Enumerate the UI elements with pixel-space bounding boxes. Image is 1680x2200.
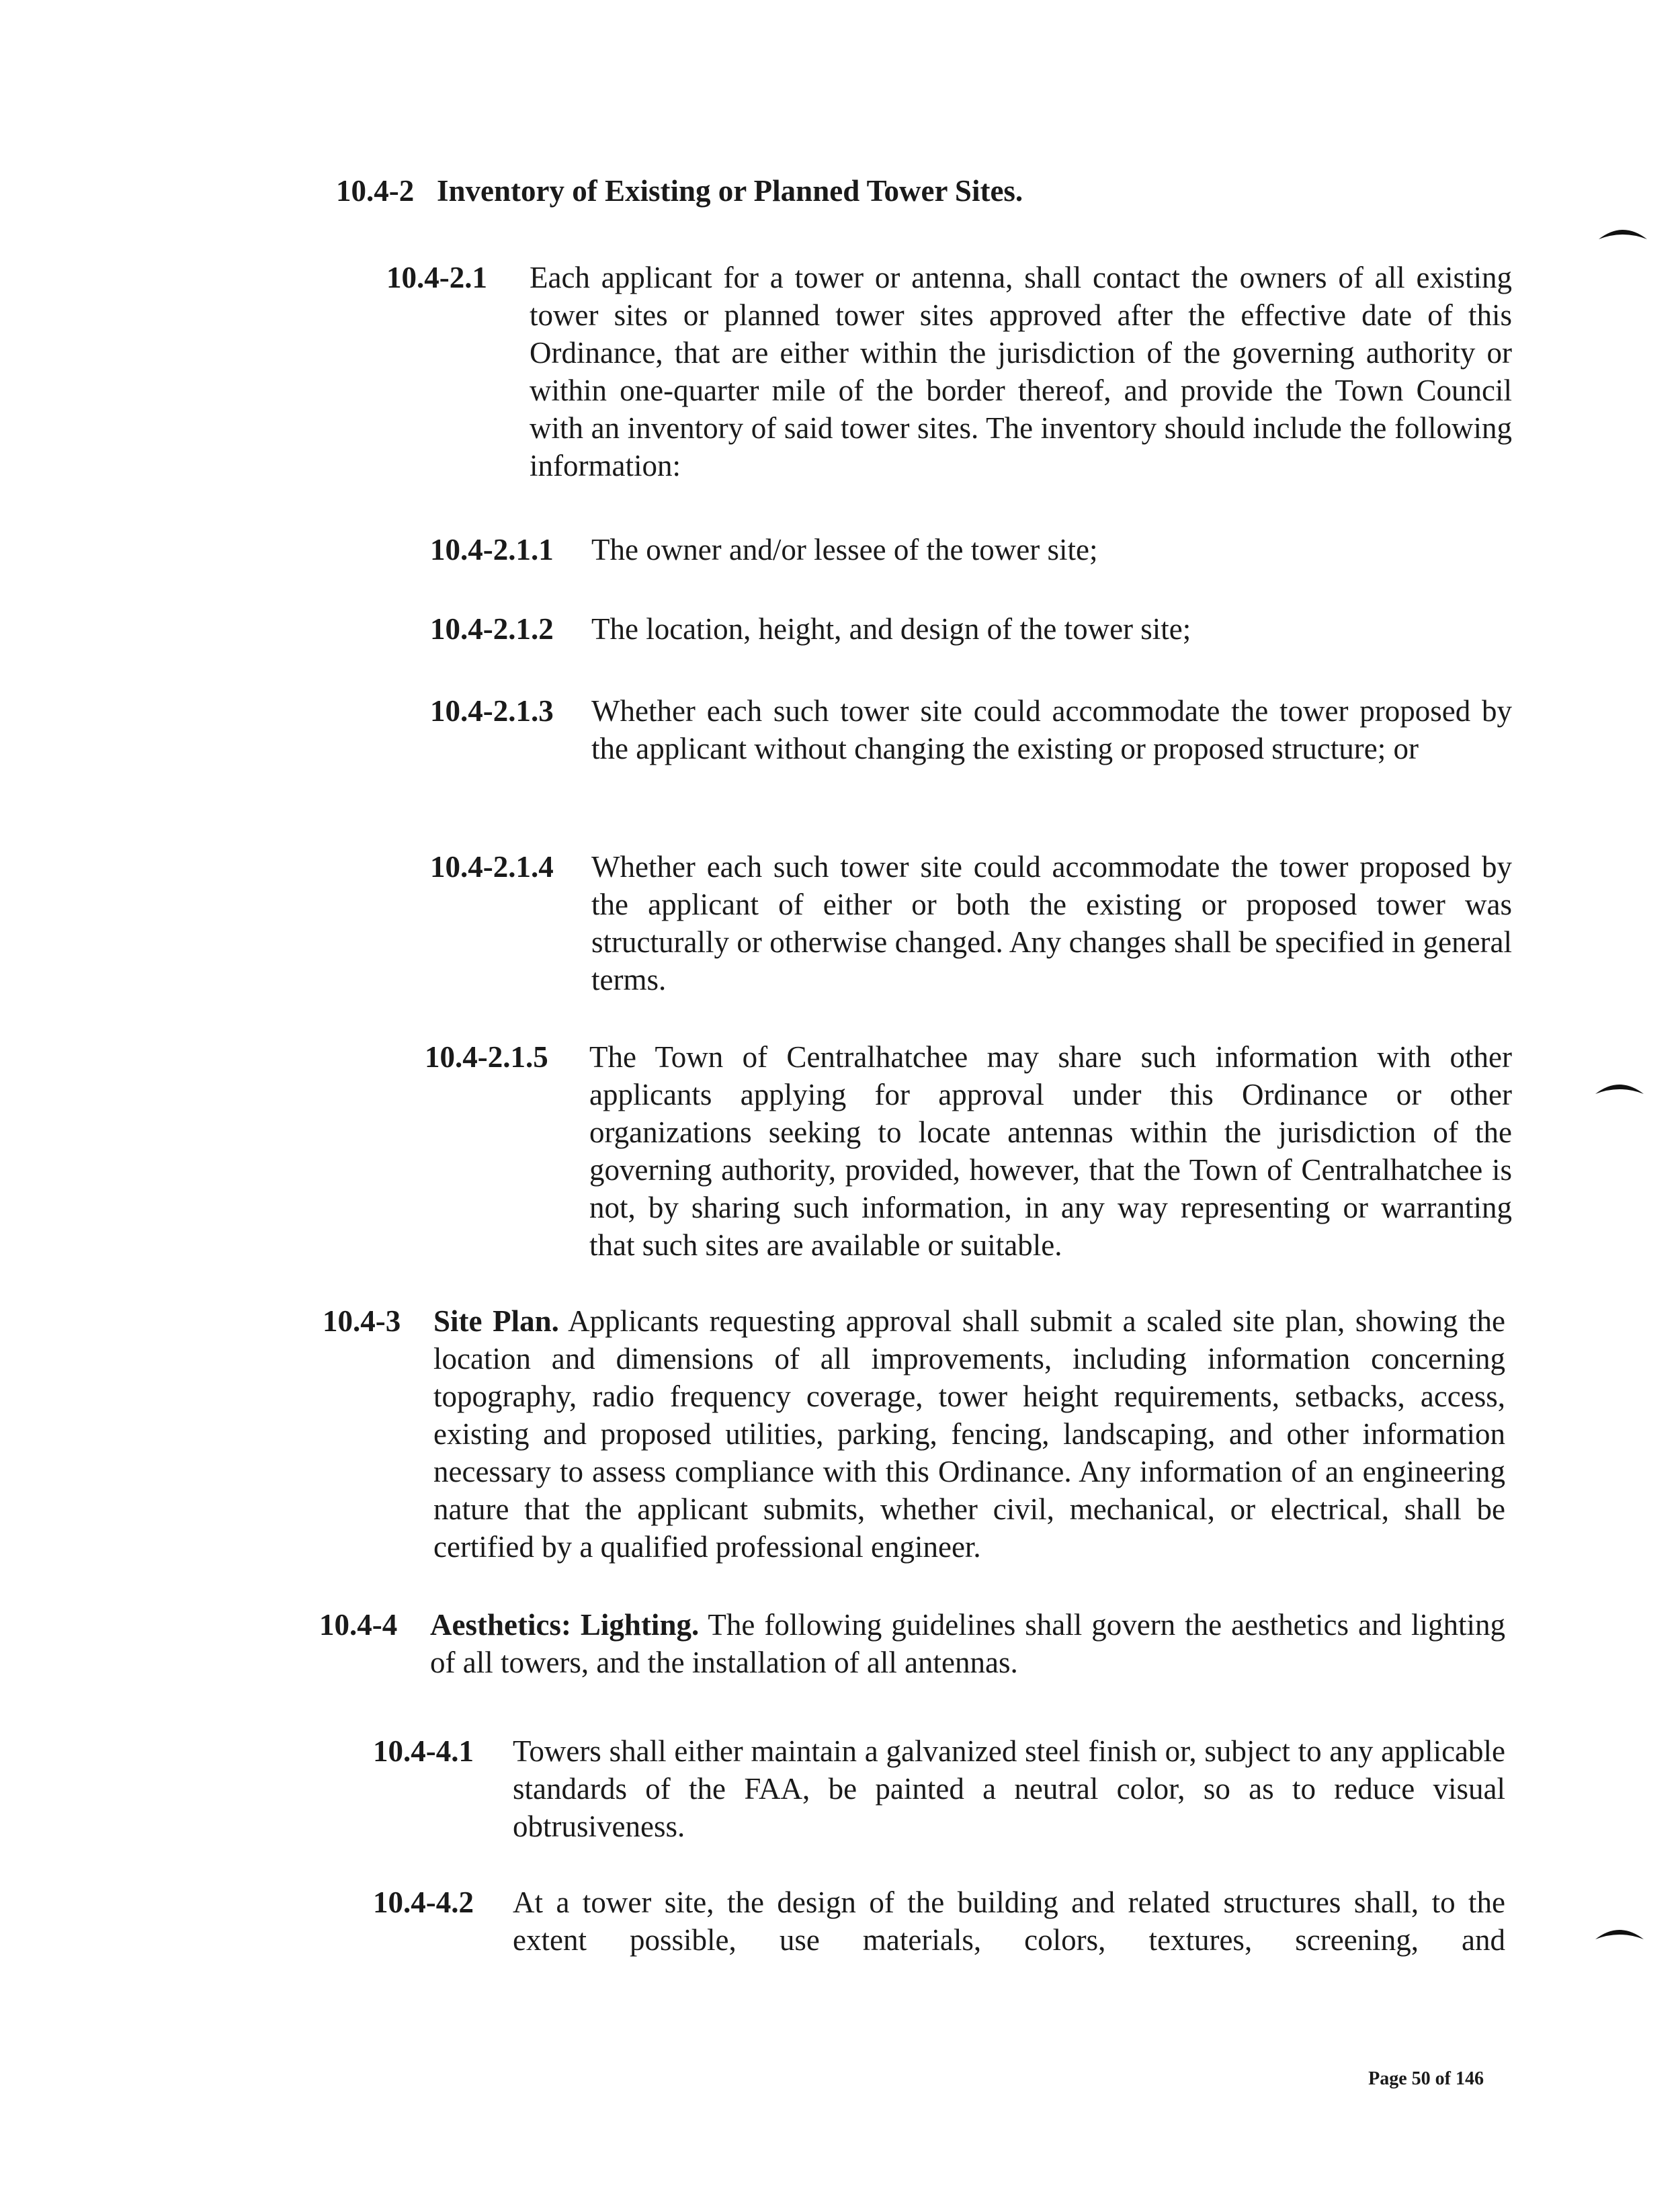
section-number: 10.4-2: [336, 174, 415, 208]
section-number: 10.4-2.1.1: [430, 533, 554, 566]
section-10-4-4-2: [373, 1884, 1505, 1959]
section-text: The location, height, and design of the tower site;: [591, 612, 1191, 646]
section-number: 10.4-3: [323, 1304, 401, 1338]
section-lead: Aesthetics: Lighting.: [430, 1608, 700, 1642]
section-10-4-2-1-5: [425, 1038, 1512, 1264]
section-body: The following guidelines shall govern the aesthetics and lighting of all towers, and the installation of all antennas.: [430, 1608, 1505, 1679]
section-lead: Site Plan.: [433, 1304, 559, 1338]
section-number: 10.4-2.1.5: [425, 1040, 548, 1074]
section-10-4-2: [336, 172, 1142, 210]
section-10-4-3: [323, 1302, 1505, 1566]
page-number: Page 50 of 146: [1368, 2068, 1484, 2089]
section-text: Whether each such tower site could accommodate the tower proposed by the applicant without changing the existing or proposed structure; or: [591, 694, 1512, 765]
section-number: 10.4-4.1: [373, 1734, 474, 1768]
section-10-4-4: [319, 1606, 1505, 1681]
section-text: Whether each such tower site could accommodate the tower proposed by the applicant of either or both the existing or proposed tower was structurally or otherwise changed. Any changes shall be specified in general terms.: [591, 850, 1512, 997]
section-text: The owner and/or lessee of the tower site;: [591, 533, 1098, 566]
section-heading: Inventory of Existing or Planned Tower Sites.: [437, 174, 1023, 208]
scan-mark-icon: [1596, 220, 1650, 247]
section-number: 10.4-2.1: [386, 261, 487, 294]
section-text: Each applicant for a tower or antenna, shall contact the owners of all existing tower sites or planned tower sites approved after the effective date of this Ordinance, that are either within the jurisdiction of the governing authority or within one-quarter mile of the border thereof, and provide the Town Council with an inventory of said tower sites. The inventory should include the following information:: [530, 261, 1512, 482]
section-number: 10.4-4: [319, 1608, 398, 1642]
section-text: The Town of Centralhatchee may share such information with other applicants applying for approval under this Ordinance or other organizations seeking to locate antennas within the jurisdiction of the governing authority, provided, however, that the Town of Centralhatchee is not, by sharing such information, in any way representing or warranting that such sites are available or suitable.: [589, 1040, 1512, 1262]
scan-mark-icon: [1593, 1075, 1646, 1102]
section-text: [433, 1302, 1505, 1566]
section-body: Applicants requesting approval shall submit a scaled site plan, showing the location and dimensions of all improvements, including information concerning topography, radio frequency coverage, tower height requirements, setbacks, access, existing and proposed utilities, parking, fencing, landscaping, and other information necessary to assess compliance with this Ordinance. Any information of an engineering nature that the applicant submits, whether civil, mechanical, or electrical, shall be certified by a qualified professional engineer.: [433, 1304, 1505, 1564]
section-text: [430, 1606, 1505, 1681]
scan-mark-icon: [1593, 1920, 1646, 1947]
section-number: 10.4-4.2: [373, 1886, 474, 1919]
section-10-4-4-1: [373, 1732, 1505, 1845]
section-text: Towers shall either maintain a galvanized steel finish or, subject to any applicable standards of the FAA, be painted a neutral color, so as to reduce visual obtrusiveness.: [513, 1734, 1505, 1843]
section-10-4-2-1-3: [430, 692, 1512, 767]
section-number: 10.4-2.1.2: [430, 612, 554, 646]
section-10-4-2-1-2: [430, 610, 1512, 648]
section-text: At a tower site, the design of the building and related structures shall, to the extent possible, use materials, colors, textures, screening, and: [513, 1886, 1505, 1957]
section-number: 10.4-2.1.3: [430, 694, 554, 728]
section-10-4-2-1-4: [430, 848, 1512, 999]
section-10-4-2-1-1: [430, 531, 1512, 568]
section-10-4-2-1: [386, 259, 1512, 484]
section-number: 10.4-2.1.4: [430, 850, 554, 884]
